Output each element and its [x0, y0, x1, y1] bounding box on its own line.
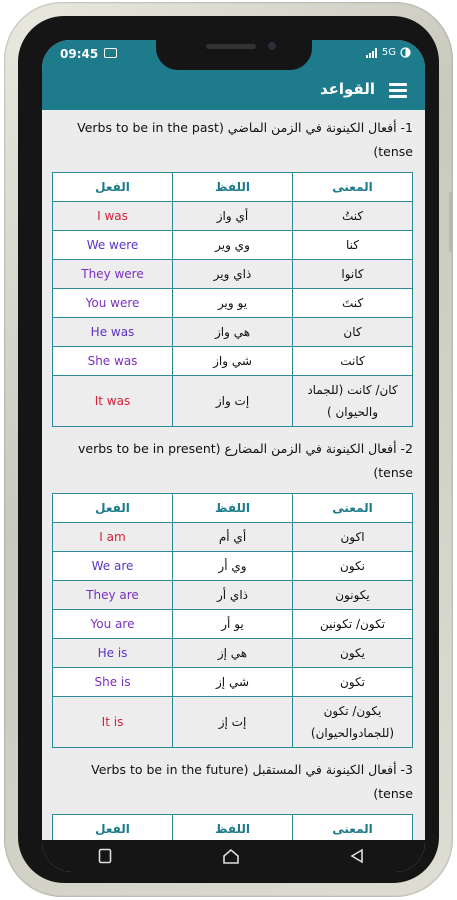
pronunciation-cell: وي وير: [173, 231, 293, 260]
verb-cell: You were: [53, 289, 173, 318]
pronunciation-cell: ذاي أر: [173, 581, 293, 610]
table-row: [53, 523, 413, 552]
meaning-cell: كانت: [293, 347, 413, 376]
camera-notch: [156, 40, 312, 70]
meaning-cell: كان/ كانت (للجماد والحيوان ): [293, 376, 413, 427]
pronunciation-cell: شي إز: [173, 668, 293, 697]
meaning-cell: كنتُ: [293, 202, 413, 231]
meaning-cell: اكون: [293, 523, 413, 552]
pronunciation-cell: أي واز: [173, 202, 293, 231]
section-heading: 3- أفعال الكينونة في المستقبل (Verbs to be in the future tense): [91, 762, 413, 801]
home-icon[interactable]: [222, 848, 240, 864]
header-verb: الفعل: [53, 815, 173, 841]
network-label: 5G: [381, 47, 396, 58]
pronunciation-cell: إت إز: [173, 697, 293, 748]
table-row: [53, 697, 413, 748]
table-row: [53, 639, 413, 668]
verb-cell: You are: [53, 610, 173, 639]
table-row: [53, 231, 413, 260]
verb-cell: They were: [53, 260, 173, 289]
pronunciation-cell: هي إز: [173, 639, 293, 668]
verb-cell: They are: [53, 581, 173, 610]
verb-cell: She is: [53, 668, 173, 697]
pronunciation-cell: أي أم: [173, 523, 293, 552]
signal-icon: [366, 48, 378, 58]
table-row: [53, 318, 413, 347]
system-nav-bar: [42, 840, 425, 872]
meaning-cell: كان: [293, 318, 413, 347]
front-camera: [268, 42, 276, 50]
pronunciation-cell: وي أر: [173, 552, 293, 581]
hamburger-menu-icon[interactable]: [389, 83, 407, 97]
table-row: [53, 289, 413, 318]
page-title: القواعد: [319, 80, 375, 98]
pronunciation-cell: إت واز: [173, 376, 293, 427]
pronunciation-cell: هي واز: [173, 318, 293, 347]
status-time: 09:45: [60, 47, 99, 61]
table-row: [53, 260, 413, 289]
meaning-cell: يكون: [293, 639, 413, 668]
meaning-cell: كنتَ: [293, 289, 413, 318]
header-pronunciation: اللفظ: [173, 173, 293, 202]
meaning-cell: يكونون: [293, 581, 413, 610]
table-row: [53, 202, 413, 231]
status-bar: [42, 40, 425, 70]
verb-cell: He was: [53, 318, 173, 347]
table-row: [53, 347, 413, 376]
section-heading: 2- أفعال الكينونة في الزمن المضارع (verbs to be in present tense): [77, 441, 413, 480]
meaning-cell: تكون/ تكونين: [293, 610, 413, 639]
verbs-table-future: [52, 814, 413, 840]
table-row: [53, 552, 413, 581]
table-row: [53, 376, 413, 427]
status-icons: [366, 47, 411, 58]
header-pronunciation: اللفظ: [173, 815, 293, 841]
pronunciation-cell: يو وير: [173, 289, 293, 318]
pronunciation-cell: شي واز: [173, 347, 293, 376]
verb-cell: We were: [53, 231, 173, 260]
notification-icon: [104, 48, 117, 58]
meaning-cell: نكون: [293, 552, 413, 581]
verb-cell: He is: [53, 639, 173, 668]
table-row: [53, 668, 413, 697]
verb-cell: It is: [53, 697, 173, 748]
verb-cell: We are: [53, 552, 173, 581]
header-meaning: المعنى: [293, 494, 413, 523]
screen: [42, 40, 425, 872]
pronunciation-cell: يو أر: [173, 610, 293, 639]
header-pronunciation: اللفظ: [173, 494, 293, 523]
verb-cell: I was: [53, 202, 173, 231]
back-icon[interactable]: [350, 848, 364, 864]
meaning-cell: تكون: [293, 668, 413, 697]
pronunciation-cell: ذاي وير: [173, 260, 293, 289]
app-bar: [42, 70, 425, 110]
header-verb: الفعل: [53, 494, 173, 523]
meaning-cell: كانوا: [293, 260, 413, 289]
recent-apps-icon[interactable]: [98, 848, 112, 864]
section-heading: 1- أفعال الكينونة في الزمن الماضي (Verbs to be in the past tense): [77, 120, 413, 159]
verb-cell: It was: [53, 376, 173, 427]
verbs-table-present: [52, 493, 413, 748]
table-row: [53, 581, 413, 610]
battery-icon: [400, 47, 411, 58]
header-verb: الفعل: [53, 173, 173, 202]
meaning-cell: كنا: [293, 231, 413, 260]
content-scroll[interactable]: [42, 110, 425, 840]
header-meaning: المعنى: [293, 815, 413, 841]
meaning-cell: يكون/ تكون (للجمادوالحيوان): [293, 697, 413, 748]
power-button: [449, 192, 453, 252]
verb-cell: She was: [53, 347, 173, 376]
header-meaning: المعنى: [293, 173, 413, 202]
verbs-table-past: [52, 172, 413, 427]
earpiece: [206, 44, 256, 49]
verb-cell: I am: [53, 523, 173, 552]
table-row: [53, 610, 413, 639]
